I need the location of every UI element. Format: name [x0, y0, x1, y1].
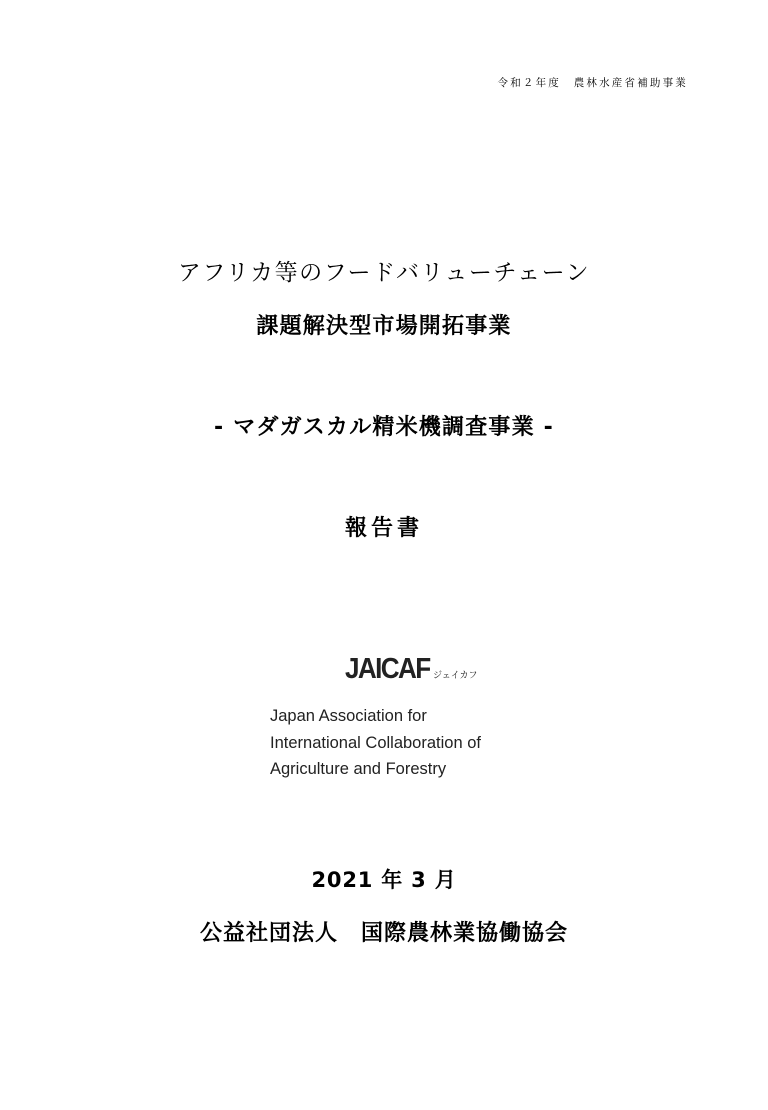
- report-title-line-2: 課題解決型市場開拓事業: [256, 314, 512, 339]
- report-title-line-1: アフリカ等のフードバリューチェーン: [177, 260, 591, 286]
- publisher-name: 公益社団法人 国際農林業協働協会: [199, 921, 568, 946]
- report-subtitle: - マダガスカル精米機調査事業 -: [214, 415, 554, 440]
- publication-date: 2021 年 3 月: [311, 868, 457, 892]
- jaicaf-logo: [345, 653, 478, 686]
- organization-english-line-2: International Collaboration of: [270, 733, 481, 752]
- jaicaf-logo-text: JAICAF: [345, 653, 430, 685]
- report-label: 報告書: [344, 516, 423, 541]
- jaicaf-logo-kana: ジェイカフ: [432, 671, 478, 681]
- organization-english-line-3: Agriculture and Forestry: [270, 760, 447, 778]
- organization-english-line-1: Japan Association for: [270, 707, 427, 725]
- organization-english-name: [270, 703, 481, 783]
- subsidy-note: 令和２年度 農林水産省補助事業: [497, 77, 688, 89]
